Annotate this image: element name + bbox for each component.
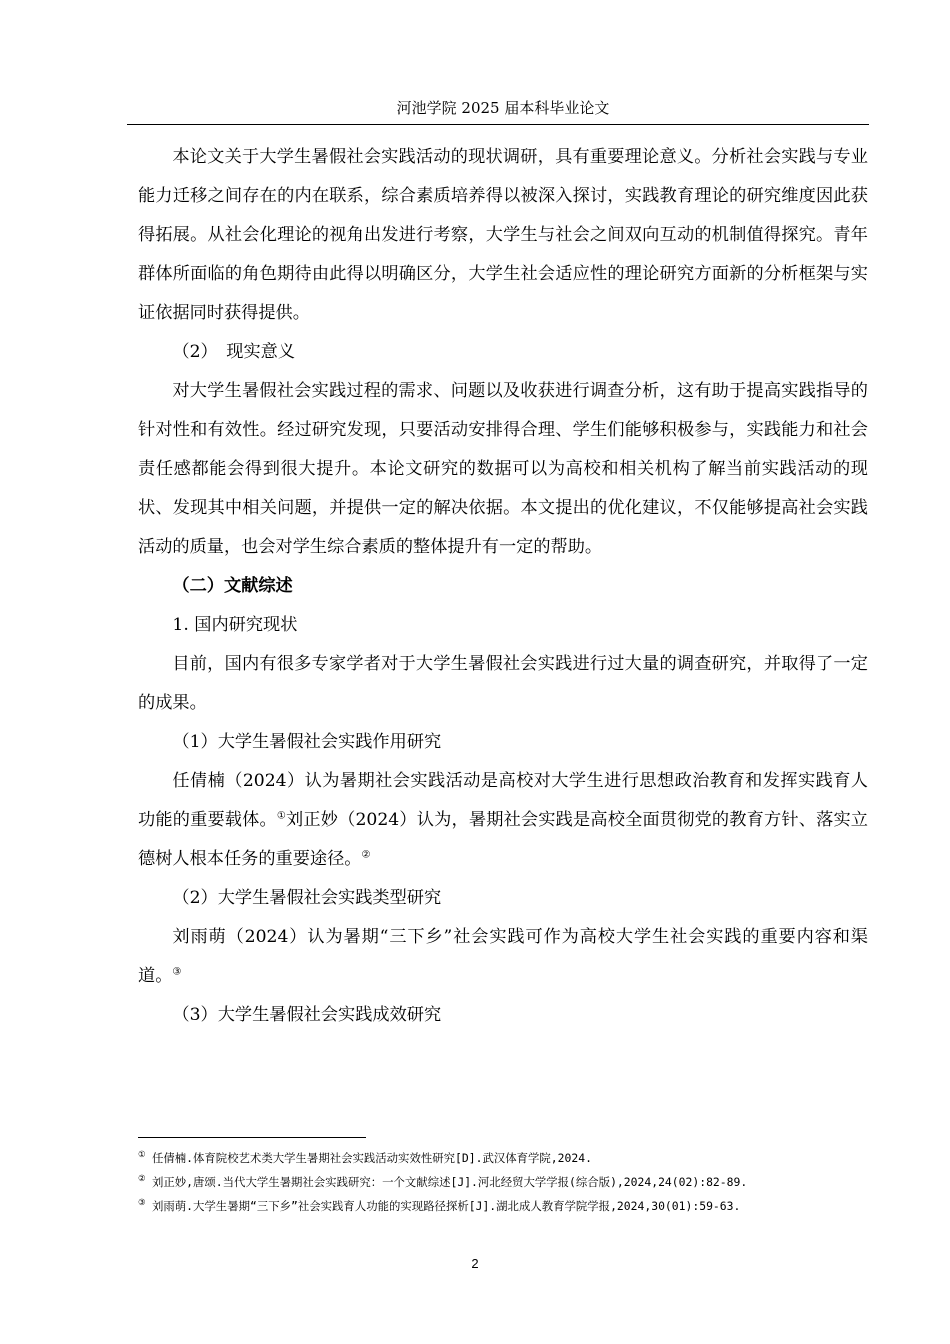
footnote-separator (138, 1137, 366, 1138)
citation-text-1: 任倩楠（2024）认为暑期社会实践活动是高校对大学生进行思想政治教育和发挥实践育人功能的重要载体。 (138, 771, 868, 830)
citation-text-3: 刘雨萌（2024）认为暑期“三下乡”社会实践可作为高校大学生社会实践的重要内容和渠道。 (138, 927, 868, 986)
footnote-item (138, 1174, 856, 1190)
footnote-mark: ② (138, 1174, 146, 1184)
footnote-text: 任倩楠.体育院校艺术类大学生暑期社会实践活动实效性研究[D].武汉体育学院,2024. (152, 1151, 592, 1165)
footnote-item (138, 1198, 856, 1214)
paragraph-domestic-overview: 目前，国内有很多专家学者对于大学生暑假社会实践进行过大量的调查研究，并取得了一定的成果。 (138, 654, 868, 713)
page-header: 河池学院 2025 届本科毕业论文 (396, 99, 610, 117)
paragraph-theoretical-significance: 本论文关于大学生暑假社会实践活动的现状调研，具有重要理论意义。分析社会实践与专业能力迁移之间存在的内在联系，综合素质培养得以被深入探讨，实践教育理论的研究维度因此获得拓展。从社会化理论的视角出发进行考察，大学生与社会之间双向互动的机制值得探究。青年群体所面临的角色期待由此得以明确区分，大学生社会适应性的理论研究方面新的分析框架与实证依据同时获得提供。 (138, 147, 868, 323)
footnote-mark: ③ (138, 1198, 146, 1208)
footnote-text: 刘正妙,唐颂.当代大学生暑期社会实践研究：一个文献综述[J].河北经贸大学学报(综合版),2024,24(02):82-89. (152, 1175, 748, 1189)
heading-type-research: （2）大学生暑假社会实践类型研究 (172, 888, 442, 908)
paragraph-practical-significance: 对大学生暑假社会实践过程的需求、问题以及收获进行调查分析，这有助于提高实践指导的针对性和有效性。经过研究发现，只要活动安排得合理、学生们能够积极参与，实践能力和社会责任感都能会得到很大提升。本论文研究的数据可以为高校和相关机构了解当前实践活动的现状、发现其中相关问题，并提供一定的解决依据。本文提出的优化建议，不仅能够提高社会实践活动的质量，也会对学生综合素质的整体提升有一定的帮助。 (138, 381, 868, 557)
footnote-item (138, 1150, 856, 1166)
paragraph-type-research (138, 918, 868, 996)
footnote-mark: ① (138, 1150, 146, 1160)
paragraph-role-research (138, 762, 868, 879)
heading-literature-review: （二）文献综述 (172, 576, 293, 596)
heading-practical-significance: （2） 现实意义 (172, 342, 296, 362)
heading-domestic-research: 1. 国内研究现状 (172, 615, 298, 635)
heading-role-research: （1）大学生暑假社会实践作用研究 (172, 732, 442, 752)
footnotes (138, 1150, 856, 1222)
footnote-ref-1[interactable]: ① (276, 810, 287, 822)
body-text (138, 138, 868, 1035)
citation-text-2: 刘正妙（2024）认为，暑期社会实践是高校全面贯彻党的教育方针、落实立德树人根本任务的重要途径。 (138, 810, 868, 869)
footnote-ref-3[interactable]: ③ (172, 966, 182, 978)
header-rule (127, 124, 869, 125)
page-number: 2 (471, 1256, 479, 1271)
footnote-ref-2[interactable]: ② (361, 849, 371, 861)
footnote-text: 刘雨萌.大学生暑期“三下乡”社会实践育人功能的实现路径探析[J].湖北成人教育学院学报,2024,30(01):59-63. (152, 1199, 741, 1213)
heading-effect-research: （3）大学生暑假社会实践成效研究 (172, 1005, 442, 1025)
